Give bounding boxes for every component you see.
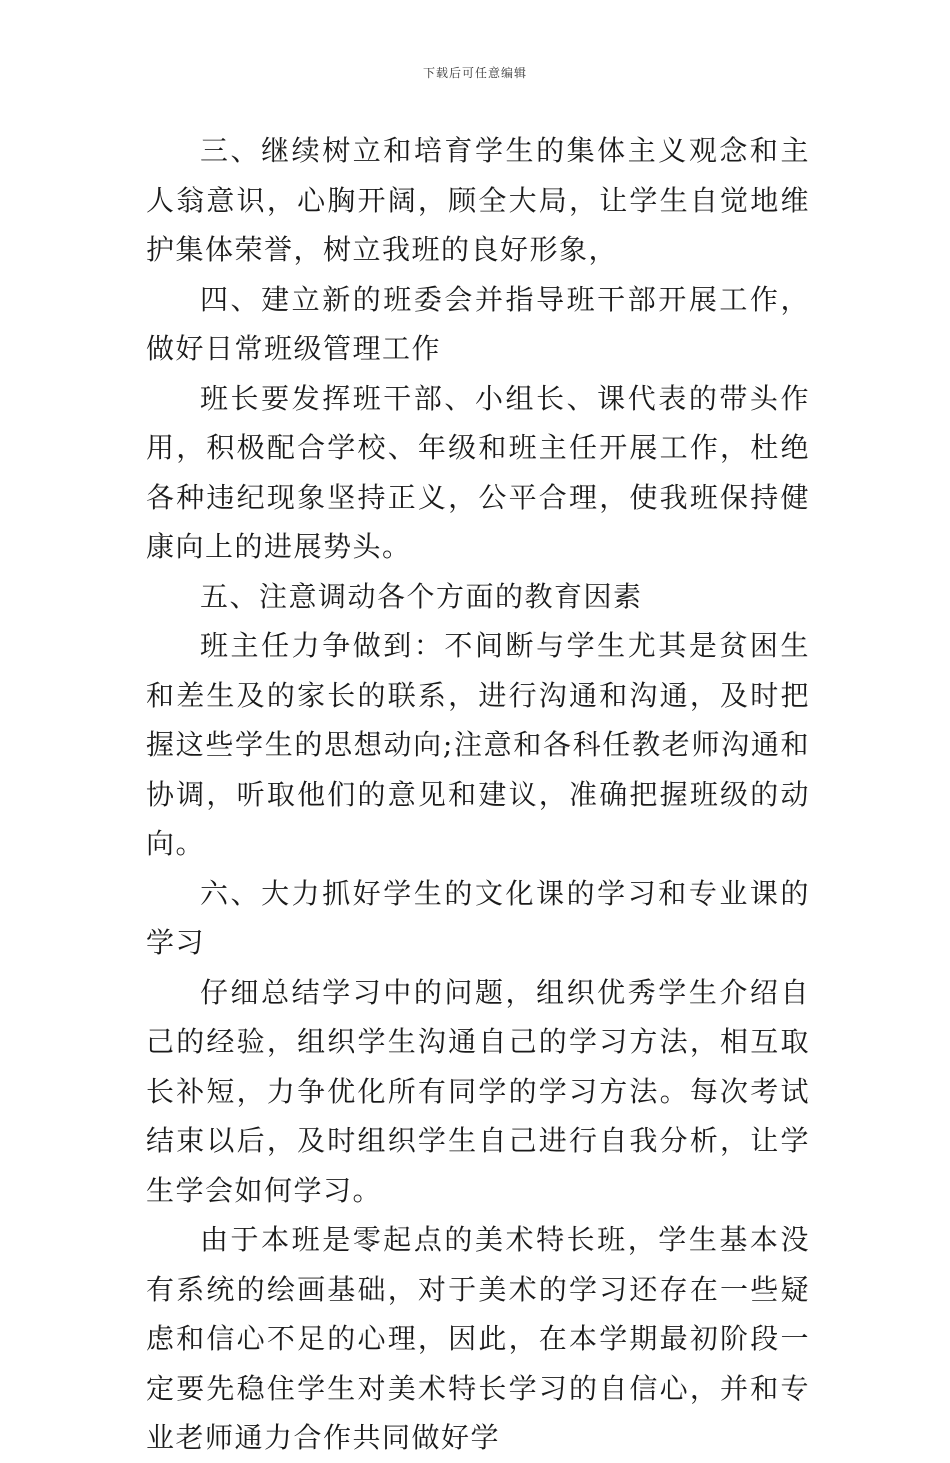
page-header: 下载后可任意编辑 — [422, 66, 527, 80]
paragraph-study-summary: 仔细总结学习中的问题，组织优秀学生介绍自己的经验，组织学生沟通自己的学习方法，相互取长补短，力争优化所有同学的学习方法。每次考试结束以后，及时组织学生自己进行自我分析，让学生学会如何学习。 — [146, 975, 810, 1207]
paragraph-3-item: 三、继续树立和培育学生的集体主义观念和主人翁意识，心胸开阔，顾全大局，让学生自觉地维护集体荣誉，树立我班的良好形象， — [146, 134, 810, 266]
paragraph-art-class: 由于本班是零起点的美术特长班，学生基本没有系统的绘画基础，对于美术的学习还存在一些疑虑和信心不足的心理，因此，在本学期最初阶段一定要先稳住学生对美术特长学习的自信心，并和专业老师通力合作共同做好学 — [146, 1223, 810, 1454]
paragraph-5-heading: 五、注意调动各个方面的教育因素 — [200, 579, 643, 613]
document-body — [146, 126, 810, 1463]
paragraph-6-heading: 六、大力抓好学生的文化课的学习和专业课的学习 — [146, 876, 810, 959]
paragraph-teacher-duties: 班主任力争做到：不间断与学生尤其是贫困生和差生及的家长的联系，进行沟通和沟通，及时把握这些学生的思想动向;注意和各科任教老师沟通和协调，听取他们的意见和建议，准确把握班级的动向。 — [146, 629, 810, 860]
paragraph-4-heading: 四、建立新的班委会并指导班干部开展工作，做好日常班级管理工作 — [146, 282, 810, 365]
paragraph-monitor-duties: 班长要发挥班干部、小组长、课代表的带头作用，积极配合学校、年级和班主任开展工作，杜绝各种违纪现象坚持正义，公平合理，使我班保持健康向上的进展势头。 — [146, 381, 810, 563]
